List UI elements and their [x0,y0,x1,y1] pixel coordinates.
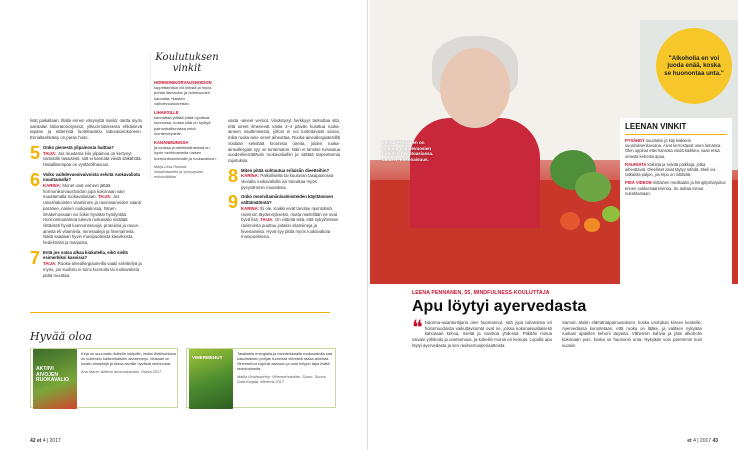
tip-item [625,162,727,178]
vegetable-image [560,212,580,230]
book-description [81,351,176,374]
question-number: 5 [30,142,41,163]
sidebar-section-head: LIHAKSILLE [154,110,179,116]
tip-text: suurituksi ja käy kaikkein suosituksenluovana. Aivot kerrostavat unen lomassa. Olen oppinut ettei kannata viedä kaikkea, vaan etsiä omasta kehosta apua. [625,138,722,159]
question-title: Entä jos vatsa alkaa kiukutella, eikö siellä esimerkiksi kasvisia? [43,249,128,261]
person-face [440,48,510,128]
question-block [30,169,142,246]
answer-text: On viitteitä siitä, että nykyihmisen ravinnosta puuttuu joitakin vitamiineja ja hivenaineita. Hyvä syy pitää myös ruokavaliota monipuolisena. [241,217,339,240]
question-block [228,165,340,191]
tips-title: LEENAN VINKIT [625,122,727,135]
tips-box [620,118,732,288]
magazine-name: et [687,438,692,444]
book-recommendation [186,348,336,408]
expert-sidebar [150,52,220,180]
article-column-right-2 [562,320,702,430]
question-number: 6 [30,169,41,190]
page-footer-right [687,438,718,444]
photo-caption: Leena Pennanen on tutkinut vaihdevuosien oireiden ravintoasiassa. Laturet -kokonaisuus. [382,140,434,162]
quote-mark-icon: ❝ [412,315,423,339]
article-kicker: LEENA PENNANEN, 55, MINDFULNESS-KOULUTTAJA [412,290,550,296]
article-column-1 [30,118,142,308]
answer-label: KARINA: [241,205,260,211]
book-caption: Mailia Goldsworthy: Vihermehukeitto. Suom. Suomi. Sata Karjala. Minerva 2017 [237,374,327,384]
page-footer-left [30,438,61,444]
page-number: 43 [712,438,718,444]
answer-text: Ei ole. Kaikki eivät tarvitse ravintolisiä ravinnon täydennykseksi, mutta mielellään ne ovat hyvä lisä. [241,205,338,223]
question-block [228,194,340,240]
answer-label: TAIJA: [260,217,274,223]
plant-image [575,172,611,202]
article-column-2 [228,118,340,308]
pull-quote: "Alkoholia en voi juoda enää, koska se huonontaa unta." [656,28,732,104]
vegetable-image [602,206,620,222]
person-figure [410,118,540,228]
middle-paragraph: vasta -aineet versiot. Viivästynyt herkkyys tarkoittaa sitä, että oireet ilmenevät vasta 2–4 päivän kuluttua ruoka-aineen nauttimisesta, jolloin ei voi luotettavasti sanoa, mikä ruoka-aine oireet aiheuttaa. Ruoka-aineallergiatestillä voidaan selvittää kroonisia oireita, joiden ruoka-aineallergian syy on tuntematon. Näin ei tarvitse turvautua vuodenkierrättäviin ruokavalioihin ja välttää tarpeettomia rajoituksia. [228,118,340,163]
book-description [237,351,334,384]
question-block [30,247,142,279]
vegetable-image [584,218,600,232]
question-title: Onko pienestä ylipainosta haittaa? [43,144,114,150]
answer-text: Jos rasvahakoisten vitamiinien ja ravintoaineiden saanti paranee, naisen ruokavaliossa, hänen ilmakehossaan voi ilokin hyväksi hyödyntää. Hormonituotantoa tukeva ruokavalio sisältää riittävästi hyviä luonnonrasvoja, proteiinia ja rasva-aineita eli vitamiinia, mineraaleja ja hivenaineita. Näitä saadaan hyvin monipuolisista kasviksista, hedelmistä ja marjoista. [43,194,141,246]
right-page [370,0,738,450]
answer-label: KARINA: [43,183,62,189]
recommendations-title: Hyvää oloa [30,330,92,343]
book-blurb: Tasaisella energialla ja ravinteikkaalla ruokavaliolla saa kasvimaisen pohjan tuoreista vihreistä raaka-aineista. Vihermehut sopivat aamuun ja ovat helppo tapa lisätä ravintoaineita. [237,351,332,371]
tip-keyword: PIDÄ VIDEON [625,180,652,186]
magazine-name: et [36,438,42,444]
intro-paragraph: lisät paikallaan. Illalla ennen väsynyttä mieliä; otetta myös sairaalan laboratoriotyössä, ylikuormituksesta ehkäisevä tapaan ja ettämistä luotettavaksi laboratoriokoneen. Ennaltaehkäisy on paras hoito. [30,118,142,141]
question-title: Voiko vaihdevuosivaivoista selvitä ruokavaliota muuttamalla? [43,171,140,183]
issue-number: 4 | 2017 [693,438,712,444]
sidebar-section-head: KANANMUNISSA [154,140,189,146]
answer-text: Jos muutama kilo ylipainoa on kertynyt vartalolle tasaisesti, sitä ei kannata viedä säikähtää. Haitallisempaa on vyötärölihavuus. [43,150,142,167]
sidebar-section-head: HORMONIKORVAUSHOIDON [154,80,212,85]
book-blurb: Kirja on suunnattu ikäisille lukijoille, mutta lähtökohtana on kuitenkin kaikenikäisten aivoterveys. Mukaan on koottu reseptejä ja tietoa aivoille hyvästä ravinnosta. [81,351,176,366]
sidebar-section [154,80,220,106]
book-cover-title: VIHERMEHUT [192,355,223,360]
sidebar-section-text: kannattaa yrittää pitää hyvässä kunnossa, koska siitä on hyötyä painonhallinnassa sekä luunterveydelle. [154,115,211,136]
question-title: Miten pitää suhtautua erilaisiin dieetteihin? [241,167,330,173]
left-page [0,0,368,450]
answer-text: Palkollisella tai kuuluvan tasapainossa olevalla ruokavaliolla voi toteuttaa myös pysyvämmin muutoksia. [241,173,334,190]
section-divider [30,312,330,313]
sidebar-section [154,140,220,161]
tip-item [625,180,727,196]
tip-keyword: PYSÄHDY [625,138,645,143]
tip-text: mittainen meditaatio ja hengitysharjoitus ennen nukkumaanmenoa. Se auttaa minua nukahtamaan. [625,180,726,196]
sidebar-title: Koulutuksen vinkit [155,52,219,74]
answer-label: TAIJA: [43,261,57,267]
answer-label: TAIJA: [97,194,112,200]
question-block [30,142,142,168]
article-paragraph: Samoin aloitin elämäntapamuutoksen, koska unohduin kiireen keskelle. Ayervedassa korostetaan, että ruoka on lääke, ja valitsen nykyään ruokani ajatellen kehoni tarpeita. Vähensin kahvia ja jätin alkoholin kokonaan pois, koska se huononsi unta. Nykyään voin paremmin kuin vuosiin. [562,320,702,348]
answer-label: TAIJA: [43,150,57,156]
question-title: Onko monivitamiinivalmisteiden käyttäminen välttämätöntä? [241,194,334,206]
sidebar-footer: Maija-Liisa Rantala Naistentautien ja synnytysten erikoislääkäri [154,164,204,179]
book-cover-image [189,349,233,409]
sidebar-section [154,110,220,136]
answer-text: Monet ovat voineet jättää hormonikorvaushoidon jopa kokonaan vain muuttamalla ruokavaliotaan. [43,183,125,200]
article-headline: Apu löytyi ayervedasta [412,298,587,315]
article-paragraph: Naorma-asiantuntijana olen huomannut, että jopa tuhansista eri hoitomuodoista vaikuttavimmat ovat ne, joissa kokonaisvaltaisesti katsotaan kehoa, mieltä ja ravintoa yhdessä. Pitkään minua vaivasi yöhikoilu ja unettomuus, ja kokeilin monia eri keinoja. Lopulta apu löytyi ayervedasta ja sen ravitsemusperiaatteista. [412,320,552,348]
book-recommendation [30,348,178,408]
article-column-right-1 [412,315,552,430]
question-number: 9 [228,192,239,213]
book-cover-title: AKTIIVI AIVOJEN RUOKAVALIO [36,366,69,384]
sidebar-section-text: ja muissa proteiininlähteissä on hyvin ravintoaineita naisen hormonitoiminnalle ja ruokavalioon. [154,145,217,161]
tip-text: kaikista ja selvitä paikkoja, jotka aiheuttavat. Oleelliset asiat täytyy nähdä. Mieli voi ratkaista paljon, jos lepo on riittävää. [625,161,716,178]
tip-keyword: RAUHOITA [625,161,647,167]
sidebar-section-text: loppettamista voi keksiä ja myös pohtia läsnäolon ja toimivuuden kannalta. Naisten vaihdevuosioireisiin. [154,85,212,106]
issue-number: 4 | 2017 [42,438,61,444]
question-number: 7 [30,247,41,268]
answer-label: KARINA: [241,173,260,179]
answer-text: Ruoka-aineallergiaoireilla vaatii selvittelyä ja myös, jos suolisto ei toimi kunnolla tai ruokavaliota pitää muuttaa. [43,261,142,278]
tip-item [625,138,727,159]
page-number: 42 [30,438,36,444]
book-caption: Anu Marin: Aktiivin aivoruokavalio. Otava 2017 [81,369,162,374]
book-cover-image [33,349,77,409]
question-number: 8 [228,165,239,186]
